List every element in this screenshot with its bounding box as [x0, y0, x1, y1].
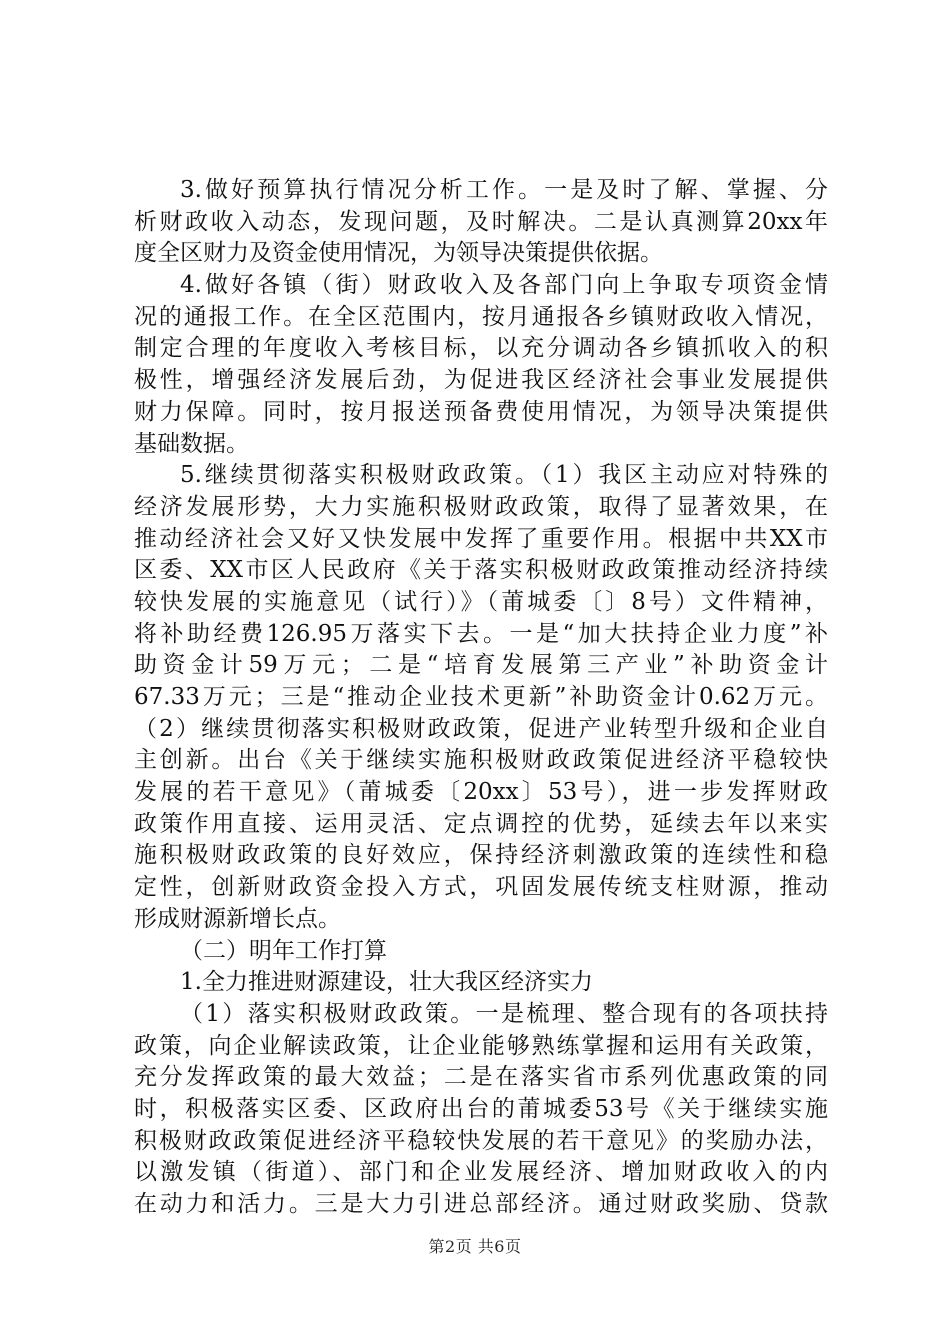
text-line: 定性，创新财政资金投入方式，巩固发展传统支柱财源，推动: [134, 874, 828, 901]
text-line: 3.做好预算执行情况分析工作。一是及时了解、掌握、分: [180, 177, 828, 203]
page-footer: 第2页 共6页: [428, 1237, 522, 1256]
text-line: 在动力和活力。三是大力引进总部经济。通过财政奖励、贷款: [134, 1191, 828, 1217]
text-line: （二）明年工作打算: [180, 937, 387, 964]
text-line: 积极财政政策促进经济平稳较快发展的若干意见》的奖励办法，: [134, 1127, 828, 1154]
document-body: [134, 175, 828, 1221]
text-line: 度全区财力及资金使用情况，为领导决策提供依据。: [134, 240, 663, 267]
text-line: 政策，向企业解读政策，让企业能够熟练掌握和运用有关政策，: [134, 1032, 828, 1059]
text-line: 主创新。出台《关于继续实施积极财政政策促进经济平稳较快: [134, 747, 828, 774]
text-line: 推动经济社会又好又快发展中发挥了重要作用。根据中共XX市: [134, 525, 828, 552]
text-line: （2）继续贯彻落实积极财政政策，促进产业转型升级和企业自: [134, 715, 828, 742]
text-line: 形成财源新增长点。: [134, 905, 341, 932]
text-line: 析财政收入动态，发现问题，及时解决。二是认真测算20xx年: [134, 208, 828, 235]
text-line: 政策作用直接、运用灵活、定点调控的优势，延续去年以来实: [134, 810, 828, 837]
text-line: 制定合理的年度收入考核目标，以充分调动各乡镇抓收入的积: [134, 335, 828, 362]
text-line: 经济发展形势，大力实施积极财政政策，取得了显著效果，在: [134, 493, 828, 520]
text-line: 4.做好各镇（街）财政收入及各部门向上争取专项资金情: [180, 272, 828, 299]
text-line: 以激发镇（街道）、部门和企业发展经济、增加财政收入的内: [134, 1159, 828, 1186]
text-line: 基础数据。: [134, 430, 249, 457]
text-line: 充分发挥政策的最大效益；二是在落实省市系列优惠政策的同: [134, 1064, 828, 1091]
text-line: 助资金计59万元；二是“培育发展第三产业”补助资金计: [134, 652, 828, 679]
text-line: 财力保障。同时，按月报送预备费使用情况，为领导决策提供: [134, 398, 828, 425]
text-line: 施积极财政政策的良好效应，保持经济刺激政策的连续性和稳: [134, 842, 828, 869]
text-line: 67.33万元；三是“推动企业技术更新”补助资金计0.62万元。: [134, 684, 828, 710]
text-line: 将补助经费126.95万落实下去。一是“加大扶持企业力度”补: [134, 620, 828, 647]
text-line: （1）落实积极财政政策。一是梳理、整合现有的各项扶持: [180, 1000, 828, 1027]
text-line: 发展的若干意见》（莆城委〔20xx〕53号），进一步发挥财政: [134, 779, 828, 806]
text-line: 1.全力推进财源建设，壮大我区经济实力: [180, 969, 593, 996]
text-line: 5.继续贯彻落实积极财政政策。（1）我区主动应对特殊的: [180, 462, 828, 489]
text-line: 时，积极落实区委、区政府出台的莆城委53号《关于继续实施: [134, 1095, 828, 1122]
text-line: 区委、XX市区人民政府《关于落实积极财政政策推动经济持续: [134, 557, 828, 584]
text-line: 较快发展的实施意见（试行）》（莆城委〔〕8号）文件精神，: [134, 588, 828, 615]
text-line: 况的通报工作。在全区范围内，按月通报各乡镇财政收入情况，: [134, 303, 828, 330]
text-line: 极性，增强经济发展后劲，为促进我区经济社会事业发展提供: [134, 367, 828, 394]
